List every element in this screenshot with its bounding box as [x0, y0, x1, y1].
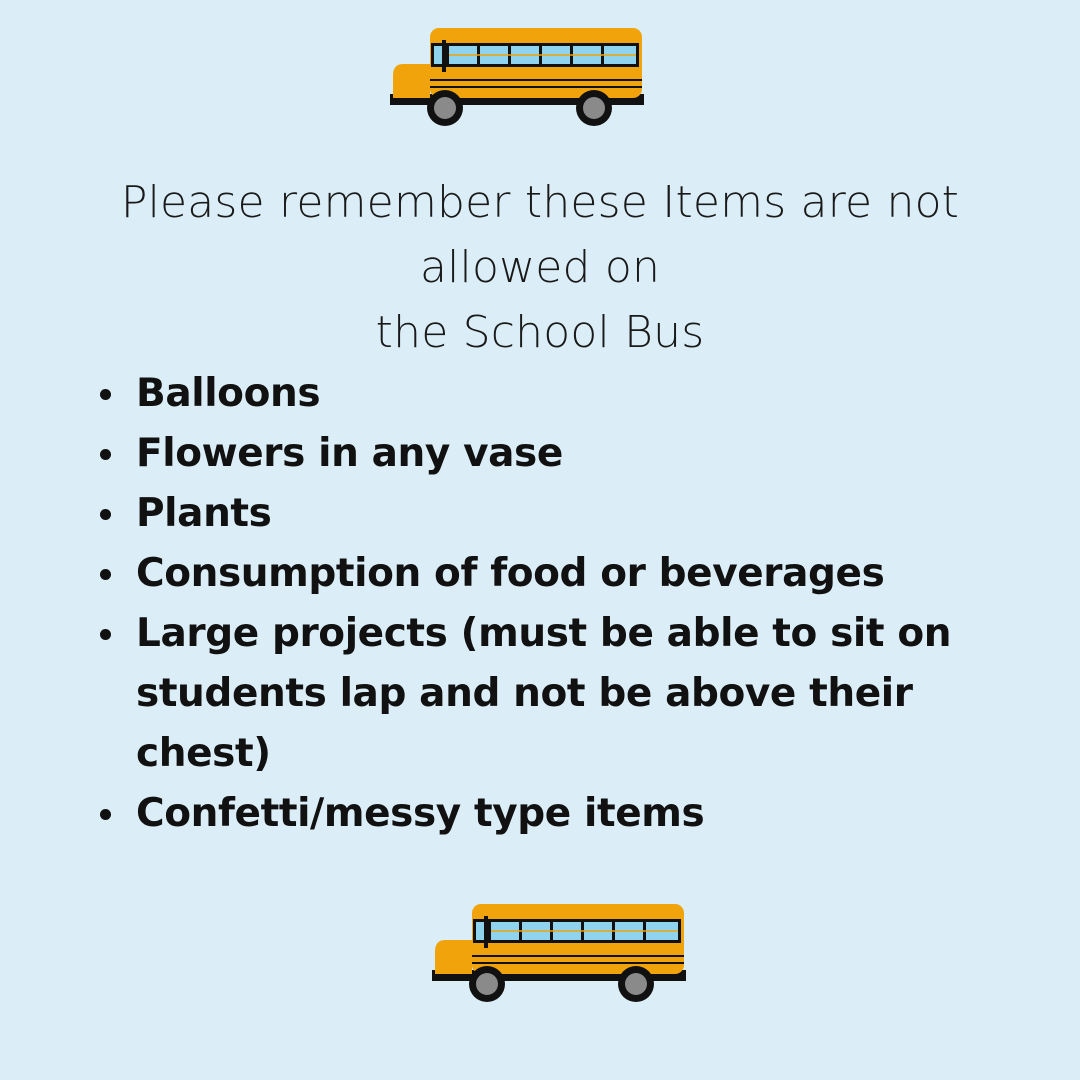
- list-item: [92, 364, 992, 424]
- school-bus-icon: [430, 902, 688, 1004]
- heading-line-2: allowed on: [419, 242, 661, 293]
- list-item: [92, 544, 992, 604]
- bullet-icon: [100, 809, 111, 820]
- list-item: [92, 784, 992, 844]
- bullet-icon: [100, 629, 111, 640]
- list-item: [92, 484, 992, 544]
- list-item-text: Large projects (must be able to sit on students lap and not be above their chest): [136, 611, 952, 776]
- list-item-text: Confetti/messy type items: [136, 791, 705, 836]
- list-item-text: Flowers in any vase: [136, 431, 563, 476]
- notice-heading: [100, 170, 980, 365]
- school-bus-icon: [388, 26, 646, 128]
- list-item-text: Plants: [136, 491, 272, 536]
- list-item: [92, 604, 992, 784]
- heading-line-1: Please remember these Items are not: [120, 177, 960, 228]
- list-item-text: Consumption of food or beverages: [136, 551, 885, 596]
- bullet-icon: [100, 509, 111, 520]
- bullet-icon: [100, 449, 111, 460]
- prohibited-items-list: [92, 364, 992, 844]
- bullet-icon: [100, 389, 111, 400]
- bullet-icon: [100, 569, 111, 580]
- list-item-text: Balloons: [136, 371, 321, 416]
- list-item: [92, 424, 992, 484]
- heading-line-3: the School Bus: [375, 307, 705, 358]
